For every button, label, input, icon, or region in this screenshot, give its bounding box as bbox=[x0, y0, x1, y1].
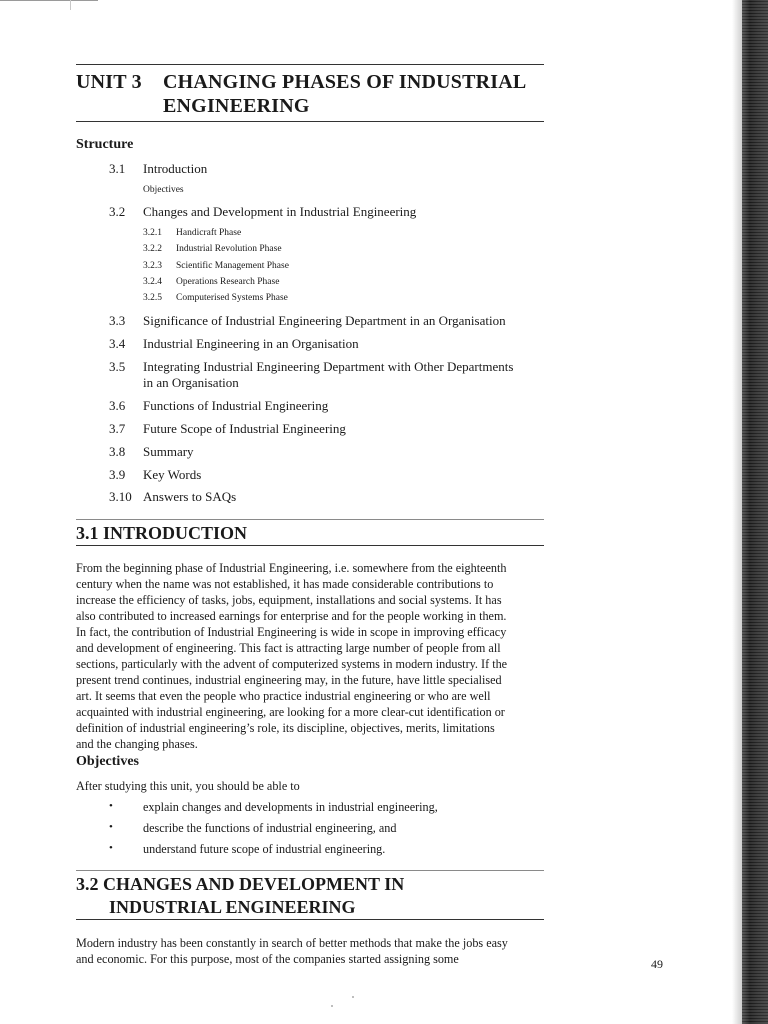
binding-edge bbox=[742, 0, 768, 1024]
introduction-paragraph: From the beginning phase of Industrial Engineering, i.e. somewhere from the eighteenth century when the name was not established, it has made considerable contributions to increase the efficiency of tasks, jobs, equipment, installations and social systems. It has also contributed to increased earnings for enterprise and for the people working in them. In fact, the contribution of Industrial Engineering is wide in scope in improving efficacy and development of engineering. This fact is attracting large number of people from all sections, particularly with the advent of computerized systems in modern industry. If the present trend continues, industrial engineering may, in the future, have little specialised art. It seems that even the people who practice industrial engineering or who are well acquainted with industrial engineering, are looking for a more clear-cut identification or definition of industrial engineering’s role, its discipline, objectives, merits, limitations and the changing phases. bbox=[76, 561, 508, 751]
scan-speck bbox=[352, 996, 354, 998]
section-heading-3-2-line1: 3.2 CHANGES AND DEVELOPMENT IN bbox=[76, 874, 405, 894]
section-rule bbox=[76, 870, 544, 871]
page-number: 49 bbox=[651, 957, 663, 971]
bullet-icon: • bbox=[109, 800, 113, 812]
bullet-icon: • bbox=[109, 842, 113, 854]
title-bottom-rule bbox=[76, 121, 544, 122]
bullet-icon: • bbox=[109, 821, 113, 833]
section-heading-3-2-line2: INDUSTRIAL ENGINEERING bbox=[109, 897, 356, 917]
section-heading-3-1: 3.1 INTRODUCTION bbox=[76, 523, 248, 543]
unit-number: UNIT 3 bbox=[76, 71, 142, 93]
section-rule bbox=[76, 545, 544, 546]
structure-heading: Structure bbox=[76, 137, 134, 152]
binding-shadow bbox=[732, 0, 742, 1024]
scan-mark bbox=[70, 0, 71, 10]
objectives-heading: Objectives bbox=[76, 754, 139, 769]
changes-paragraph: Modern industry has been constantly in search of better methods that make the jobs easy and economic. For this purpose, most of the companies started assigning some bbox=[76, 936, 508, 966]
objectives-intro: After studying this unit, you should be able to bbox=[76, 779, 300, 793]
section-rule bbox=[76, 919, 544, 920]
unit-title-line1: CHANGING PHASES OF INDUSTRIAL bbox=[163, 71, 527, 93]
title-top-rule bbox=[76, 64, 544, 65]
section-rule bbox=[76, 519, 544, 520]
scan-mark bbox=[0, 0, 98, 1]
unit-title-line2: ENGINEERING bbox=[163, 95, 310, 117]
scan-speck bbox=[331, 1005, 333, 1007]
